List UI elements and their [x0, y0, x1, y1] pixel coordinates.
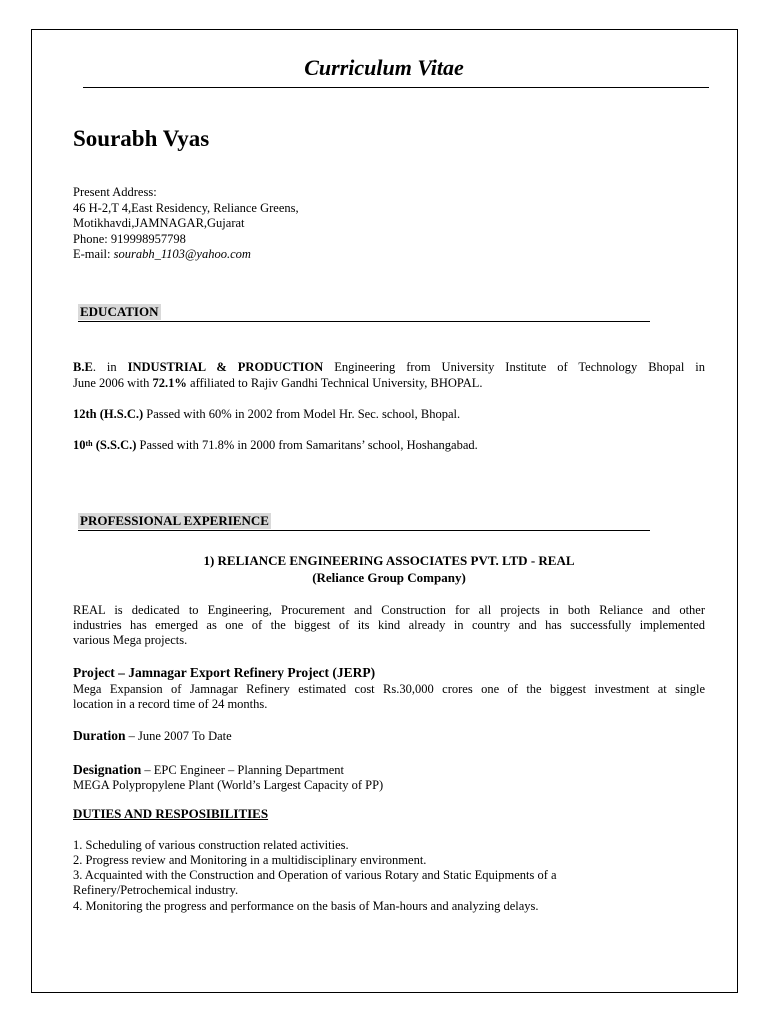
address-label: Present Address:: [73, 185, 157, 199]
be-degree: B.E: [73, 360, 93, 374]
address-line-1: 46 H-2,T 4,East Residency, Reliance Greens,: [73, 200, 299, 215]
project-desc-1: Mega Expansion of Jamnagar Refinery estimated cost Rs.30,000 crores one of the biggest investment at single: [73, 682, 705, 696]
duties-heading: DUTIES AND RESPOSIBILITIES: [73, 806, 269, 821]
email-link[interactable]: sourabh_1103@yahoo.com: [113, 247, 251, 262]
email-label: E-mail:: [73, 247, 111, 262]
education-be-line-2: June 2006 with 72.1% affiliated to Rajiv Gandhi Technical University, BHOPAL.: [73, 376, 483, 390]
duty-item: 3. Acquainted with the Construction and Operation of various Rotary and Static Equipments of a: [73, 868, 557, 882]
plant: MEGA Polypropylene Plant (World’s Largest Capacity of PP): [73, 778, 384, 792]
company-about-3: various Mega projects.: [73, 633, 188, 647]
duty-item: 4. Monitoring the progress and performance on the basis of Man-hours and analyzing delays.: [73, 899, 539, 913]
project-title: Project – Jamnagar Export Refinery Project (JERP): [73, 665, 376, 680]
duty-item: 1. Scheduling of various construction related activities.: [73, 838, 349, 852]
experience-heading: PROFESSIONAL EXPERIENCE: [80, 513, 269, 528]
be-percent: 72.1%: [152, 376, 187, 390]
education-rule: [78, 321, 650, 322]
duty-item: Refinery/Petrochemical industry.: [73, 883, 239, 897]
education-ssc: 10th (S.S.C.) Passed with 71.8% in 2000 from Samaritans’ school, Hoshangabad.: [73, 438, 478, 452]
candidate-name: Sourabh Vyas: [73, 126, 210, 151]
title-underline: [83, 87, 709, 88]
designation: Designation – EPC Engineer – Planning Department: [73, 762, 345, 777]
education-hsc: 12th (H.S.C.) Passed with 60% in 2002 from Model Hr. Sec. school, Bhopal.: [73, 407, 461, 421]
experience-rule: [78, 530, 650, 531]
duty-item: 2. Progress review and Monitoring in a multidisciplinary environment.: [73, 853, 427, 867]
company-name: 1) RELIANCE ENGINEERING ASSOCIATES PVT. LTD - REAL: [203, 553, 575, 568]
education-heading: EDUCATION: [80, 304, 159, 319]
company-about-2: industries has emerged as one of the biggest of its kind already in country and has successfully implemented: [73, 618, 705, 632]
project-desc-2: location in a record time of 24 months.: [73, 697, 268, 711]
email-row: [73, 247, 473, 263]
education-be-line-1: B.E. in INDUSTRIAL & PRODUCTION Engineering from University Institute of Technology Bhopal in: [73, 360, 706, 374]
address-line-2: Motikhavdi,JAMNAGAR,Gujarat: [73, 216, 245, 231]
document-title: Curriculum Vitae: [304, 55, 464, 80]
phone: Phone: 919998957798: [73, 231, 186, 246]
contact-block: [73, 185, 473, 263]
company-about-1: REAL is dedicated to Engineering, Procurement and Construction for all projects in both Reliance and other: [73, 603, 705, 617]
company-subtitle: (Reliance Group Company): [312, 570, 466, 585]
be-field: INDUSTRIAL & PRODUCTION: [127, 360, 324, 374]
duration: Duration – June 2007 To Date: [73, 728, 232, 743]
